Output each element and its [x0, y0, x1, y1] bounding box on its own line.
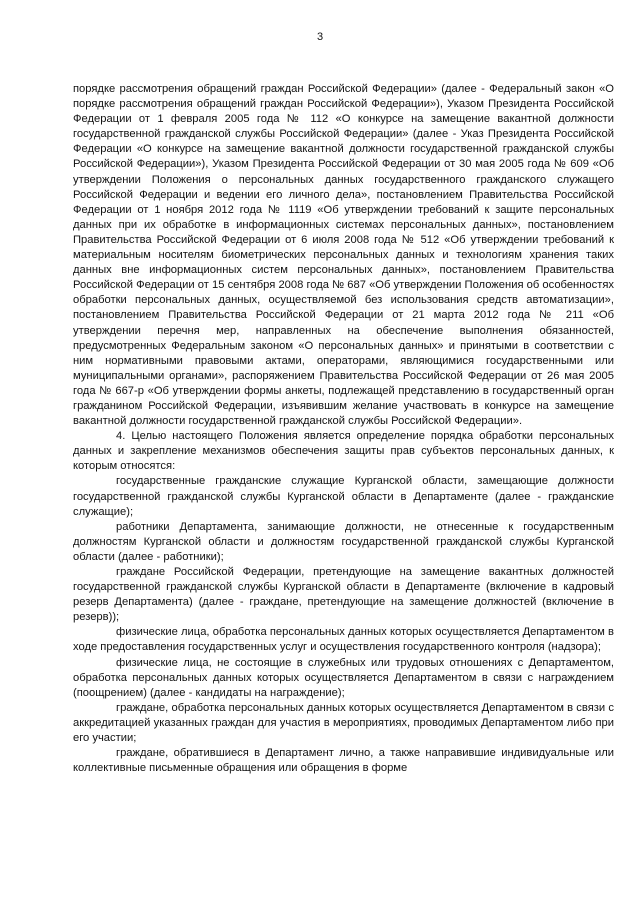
- paragraph-civil-servants: государственные гражданские служащие Курганской области, замещающие должности государственной гражданской службы Курганской области в Департаменте (далее - гражданские служащие);: [73, 475, 614, 518]
- paragraph-employees: работники Департамента, занимающие должности, не отнесенные к государственным должностям Курганской области и должностям государственной гражданской службы Курганской области (далее - работники);: [73, 520, 614, 563]
- document-body: [73, 82, 614, 776]
- paragraph-accredited-citizens: граждане, обработка персональных данных которых осуществляется Департаментом в связи с аккредитацией указанных граждан для участия в мероприятиях, проводимых Департаментом либо при его участии;: [73, 701, 614, 745]
- paragraph-award-candidates: физические лица, не состоящие в служебных или трудовых отношениях с Департаментом, обработка персональных данных которых осуществляется Департаментом в связи с награждением (поощрением) (далее - кандидаты на награждение);: [73, 656, 614, 699]
- paragraph-applicants: граждане Российской Федерации, претендующие на замещение вакантных должностей государственной гражданской службы Курганской области в Департаменте (включение в кадровый резерв Департамента) (далее - граждане, претендующие на замещение должностей (включение в резерв));: [73, 566, 614, 624]
- paragraph-appellants: граждане, обратившиеся в Департамент лично, а также направившие индивидуальные или коллективные письменные обращения или обращения в форме: [73, 747, 614, 775]
- paragraph-legal-references: порядке рассмотрения обращений граждан Российской Федерации» (далее - Федеральный закон «О порядке рассмотрения обращений граждан Российской Федерации»), Указом Президента Российской Федерации от 1 февраля 2005 года № 112 «О конкурсе на замещение вакантной должности государственной гражданской службы Российской Федерации» (далее - Указ Президента Российской Федерации «О конкурсе на замещение вакантной должности государственной гражданской службы Российской Федерации»), Указом Президента Российской Федерации от 30 мая 2005 года № 609 «Об утверждении Положения о персональных данных государственного гражданского служащего Российской Федерации и ведении его личного дела», постановлением Правительства Российской Федерации от 1 ноября 2012 года № 1119 «Об утверждении требований к защите персональных данных при их обработке в информационных системах персональных данных», постановлением Правительства Российской Федерации от 6 июля 2008 года № 512 «Об утверждении требований к материальным носителям биометрических персональных данных и технологиям хранения таких данных вне информационных систем персональных данных», постановлением Правительства Российской Федерации от 15 сентября 2008 года № 687 «Об утверждении Положения об особенностях обработки персональных данных, осуществляемой без использования средств автоматизации», постановлением Правительства Российской Федерации от 21 марта 2012 года № 211 «Об утверждении перечня мер, направленных на обеспечение выполнения обязанностей, предусмотренных Федеральным законом «О персональных данных» и принятыми в соответствии с ним нормативными правовыми актами, операторами, являющимися государственными или муниципальными органами», распоряжением Правительства Российской Федерации от 26 мая 2005 года № 667-р «Об утверждении формы анкеты, подлежащей представлению в государственный орган гражданином Российской Федерации, изъявившим желание участвовать в конкурсе на замещение вакантной должности государственной гражданской службы Российской Федерации».: [73, 83, 614, 428]
- paragraph-purpose: 4. Целью настоящего Положения является определение порядка обработки персональных данных и закрепление механизмов обеспечения защиты прав субъектов персональных данных, к которым относятся:: [73, 430, 614, 473]
- paragraph-service-recipients: физические лица, обработка персональных данных которых осуществляется Департаментом в ходе предоставления государственных услуг и осуществления государственного контроля (надзора);: [73, 626, 614, 654]
- page-number: 3: [316, 31, 324, 43]
